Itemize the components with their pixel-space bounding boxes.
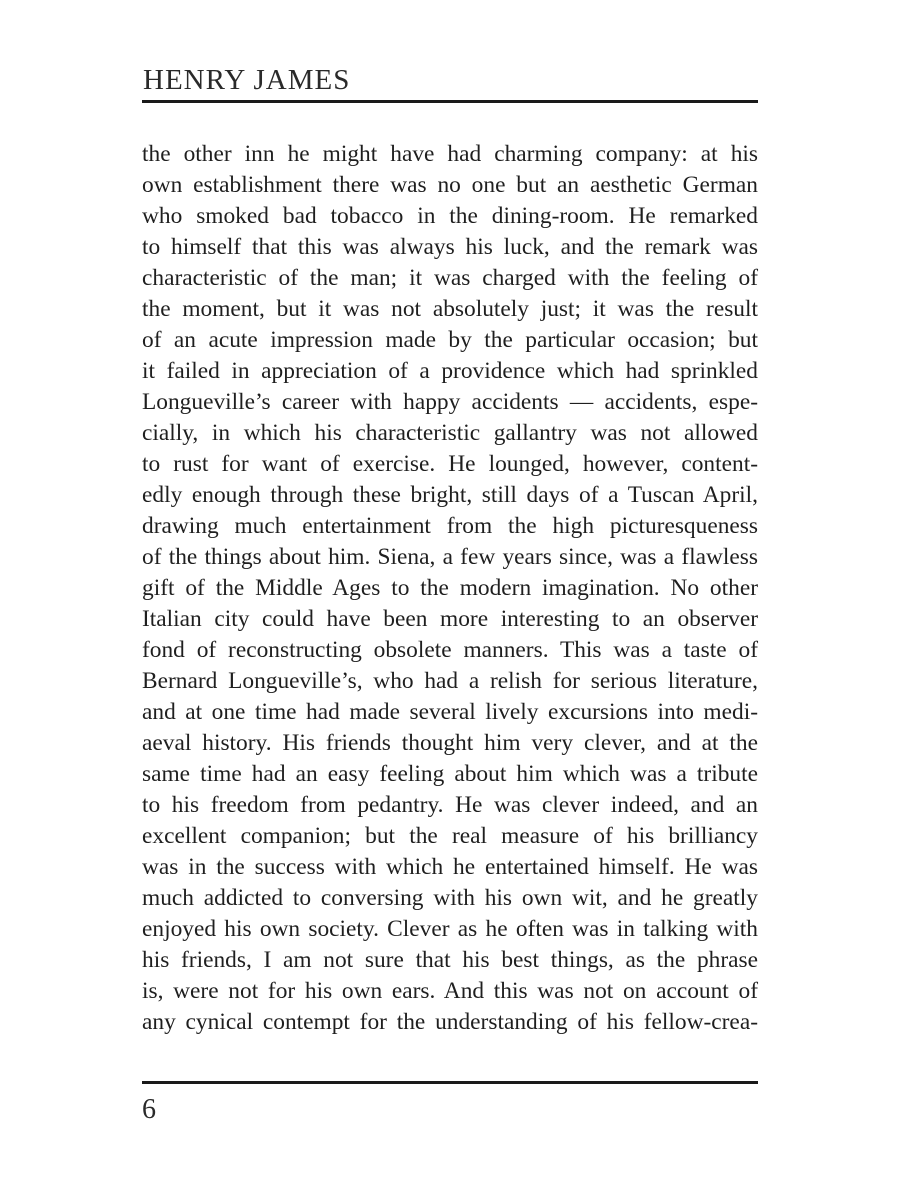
page-number: 6	[142, 1094, 156, 1125]
text-line: who smoked bad tobacco in the dining-room. He remarked	[142, 203, 758, 229]
text-line: and at one time had made several lively excursions into medi-	[142, 699, 758, 725]
text-line: much addicted to conversing with his own wit, and he greatly	[142, 885, 758, 911]
text-line: own establishment there was no one but an aesthetic German	[142, 172, 758, 198]
text-line: is, were not for his own ears. And this was not on account of	[142, 978, 758, 1004]
text-line: characteristic of the man; it was charged with the feeling of	[142, 265, 758, 291]
text-line: fond of reconstructing obsolete manners. This was a taste of	[142, 637, 758, 663]
text-line: it failed in appreciation of a providence which had sprinkled	[142, 358, 758, 384]
running-head: HENRY JAMES	[143, 64, 351, 96]
text-line: edly enough through these bright, still days of a Tuscan April,	[142, 482, 758, 508]
text-line: the other inn he might have had charming company: at his	[142, 141, 758, 167]
text-line: any cynical contempt for the understanding of his fellow-crea-	[142, 1009, 758, 1035]
text-line: Longueville’s career with happy accidents — accidents, espe-	[142, 389, 758, 415]
text-line: was in the success with which he entertained himself. He was	[142, 854, 758, 880]
text-line: Bernard Longueville’s, who had a relish for serious literature,	[142, 668, 758, 694]
text-line: enjoyed his own society. Clever as he often was in talking with	[142, 916, 758, 942]
text-line: his friends, I am not sure that his best things, as the phrase	[142, 947, 758, 973]
text-line: of an acute impression made by the particular occasion; but	[142, 327, 758, 353]
text-line: the moment, but it was not absolutely just; it was the result	[142, 296, 758, 322]
text-line: cially, in which his characteristic gallantry was not allowed	[142, 420, 758, 446]
text-line: of the things about him. Siena, a few years since, was a flawless	[142, 544, 758, 570]
text-line: gift of the Middle Ages to the modern imagination. No other	[142, 575, 758, 601]
text-line: aeval history. His friends thought him very clever, and at the	[142, 730, 758, 756]
body-text	[142, 139, 758, 1038]
text-line: to himself that this was always his luck, and the remark was	[142, 234, 758, 260]
footer-rule	[142, 1081, 758, 1084]
text-line: excellent companion; but the real measure of his brilliancy	[142, 823, 758, 849]
text-line: Italian city could have been more interesting to an observer	[142, 606, 758, 632]
text-line: same time had an easy feeling about him which was a tribute	[142, 761, 758, 787]
header-rule	[142, 100, 758, 103]
text-line: drawing much entertainment from the high picturesqueness	[142, 513, 758, 539]
text-line: to his freedom from pedantry. He was clever indeed, and an	[142, 792, 758, 818]
text-line: to rust for want of exercise. He lounged, however, content-	[142, 451, 758, 477]
